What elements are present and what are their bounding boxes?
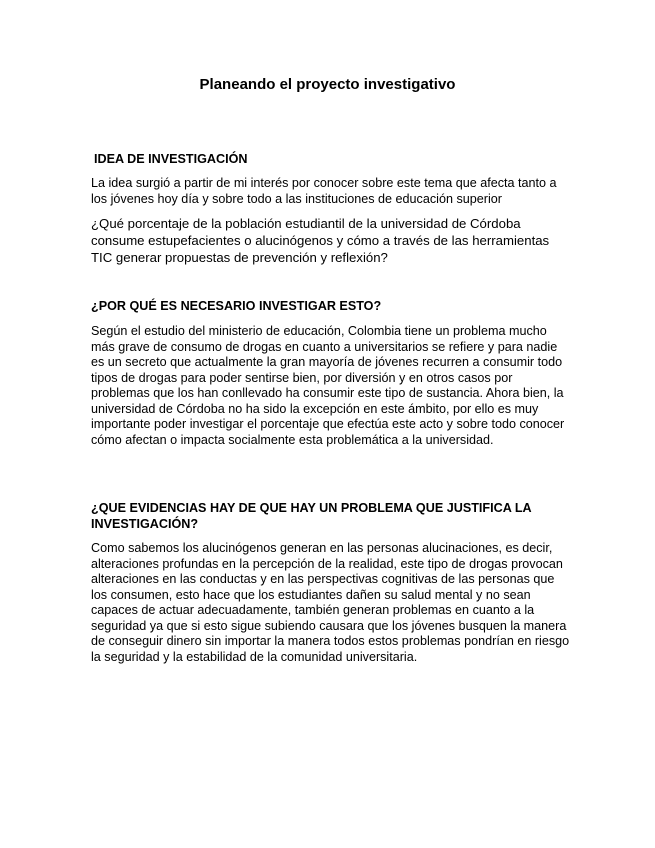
section-research-idea — [91, 151, 573, 274]
section-heading: ¿QUE EVIDENCIAS HAY DE QUE HAY UN PROBLEMA QUE JUSTIFICA LA INVESTIGACIÓN? — [91, 501, 532, 531]
section-paragraph: Como sabemos los alucinógenos generan en las personas alucinaciones, es decir, alteraciones profundas en la percepción de la realidad, este tipo de drogas provocan alteraciones en las conductas y en las perspectivas cognitivas de las personas que los consumen, esto hace que los estudiantes dañen su salud mental y no sean capaces de actuar adecuadamente, también generan problemas en cuanto a la seguridad ya que si esto sigue subiendo causara que los jóvenes busquen la manera de conseguir dinero sin importar la manera todos estos problemas pondrían en riesgo la seguridad y la estabilidad de la comunidad universitaria. — [91, 541, 570, 664]
research-question-paragraph: ¿Qué porcentaje de la población estudiantil de la universidad de Córdoba consume estupefacientes o alucinógenos y cómo a través de las herramientas TIC generar propuestas de prevención y reflexión? — [91, 216, 550, 265]
section-heading: ¿POR QUÉ ES NECESARIO INVESTIGAR ESTO? — [91, 299, 382, 313]
section-heading: IDEA DE INVESTIGACIÓN — [94, 152, 248, 166]
section-paragraph: La idea surgió a partir de mi interés por conocer sobre este tema que afecta tanto a los jóvenes hoy día y sobre todo a las instituciones de educación superior — [91, 176, 557, 206]
page-title: Planeando el proyecto investigativo — [199, 76, 456, 93]
section-paragraph: Según el estudio del ministerio de educación, Colombia tiene un problema mucho más grave de consumo de drogas en cuanto a universitarios se refiere y para nadie es un secreto que actualmente la gran mayoría de jóvenes recurren a consumir todo tipos de drogas para poder sentirse bien, por diversión y en otros casos por problemas que los han conllevado ha consumir este tipo de sustancia. Ahora bien, la universidad de Córdoba no ha sido la excepción en este ámbito, por ello es muy importante poder investigar el porcentaje que efectúa este acto y sobre todo conocer cómo afectan o impacta socialmente esta problemática a la universidad. — [91, 324, 565, 447]
section-why-investigate — [91, 298, 573, 448]
section-evidence — [91, 500, 573, 665]
